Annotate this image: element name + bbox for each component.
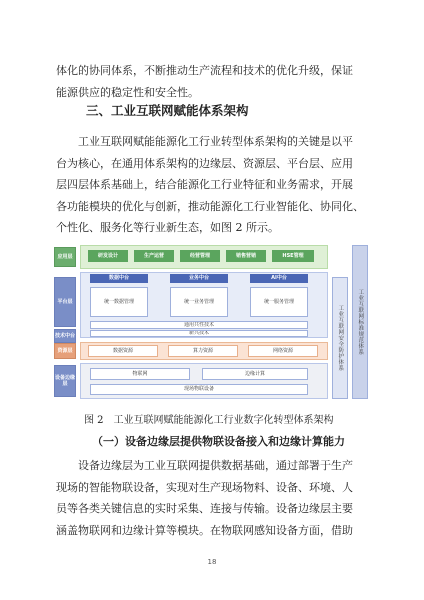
app-box: 生产运营 [134,250,174,262]
architecture-paragraph [56,131,376,239]
edge-box: 现场物联设备 [90,384,308,395]
resource-box: 算力资源 [168,345,238,357]
app-box: 研发设计 [88,250,128,262]
layer-label-application: 应用层 [54,247,76,267]
tech-box: 通用共性技术 [90,321,308,329]
section-heading: 三、工业互联网赋能体系架构 [86,103,249,118]
business-center-header: 业务中台 [170,274,228,283]
app-box: HSE管理 [272,250,314,262]
resource-box: 数据资源 [88,345,158,357]
edge-box: 边缘计算 [202,368,308,380]
resource-box: 网络资源 [248,345,318,357]
text-line: 各功能模块的优化与创新，推动能源化工行业智能化、协同化、 [56,199,364,213]
standard-column-label: 工业互联网标准规范体系 [357,289,364,355]
data-center-header: 数据中台 [90,274,148,283]
edge-box: 物联网 [90,368,190,380]
layer-label-resource: 资源层 [54,343,76,359]
text-line: 涵盖物联网和边缘计算等模块。在物联网感知设备方面，借助 [56,523,353,537]
layer-label-edge: 设备边缘层 [54,365,76,397]
text-line: 员等各类关键信息的实时采集、连接与传输。设备边缘层主要 [56,502,353,515]
page-number: 18 [207,558,217,566]
app-box: 经营管理 [180,250,220,262]
figure-caption: 图 2 工业互联网赋能能源化工行业数字化转型体系架构 [84,415,334,426]
intro-paragraph [56,60,376,103]
architecture-diagram [52,241,372,403]
subsection-heading: （一）设备边缘层提供物联设备接入和边缘计算能力 [92,435,345,448]
center-box: 统一数据管理 [90,287,148,317]
text-line: 能源供应的稳定性和安全性。 [56,85,199,99]
center-box: 统一业务管理 [170,287,228,317]
layer-label-tech-center: 技术中台 [54,329,76,343]
text-line: 台为核心，在通用体系架构的边缘层、资源层、平台层、应用 [56,156,353,170]
standard-column [352,245,368,399]
tech-box: 新兴技术 [90,330,308,337]
text-line: 层四层体系基础上，结合能源化工行业特征和业务需求，开展 [56,178,353,191]
layer-label-platform: 平台层 [54,277,76,327]
text-line: 个性化、服务化等行业新生态，如图 2 所示。 [56,221,279,234]
text-line: 现场的智能物联设备，实现对生产现场物料、设备、环境、人 [56,480,353,494]
security-column [332,277,348,399]
text-line: 工业互联网赋能能源化工行业转型体系架构的关键是以平 [56,135,353,148]
ai-center-header: AI中台 [250,274,308,283]
center-box: 统一服务管理 [250,287,308,317]
app-box: 销售营销 [226,250,266,262]
edge-layer-paragraph [56,455,376,541]
security-column-label: 工业互联网安全防护体系 [337,305,344,371]
text-line: 体化的协同体系，不断推动生产流程和技术的优化升级，保证 [56,64,353,77]
text-line: 设备边缘层为工业互联网提供数据基础，通过部署于生产 [56,459,353,472]
